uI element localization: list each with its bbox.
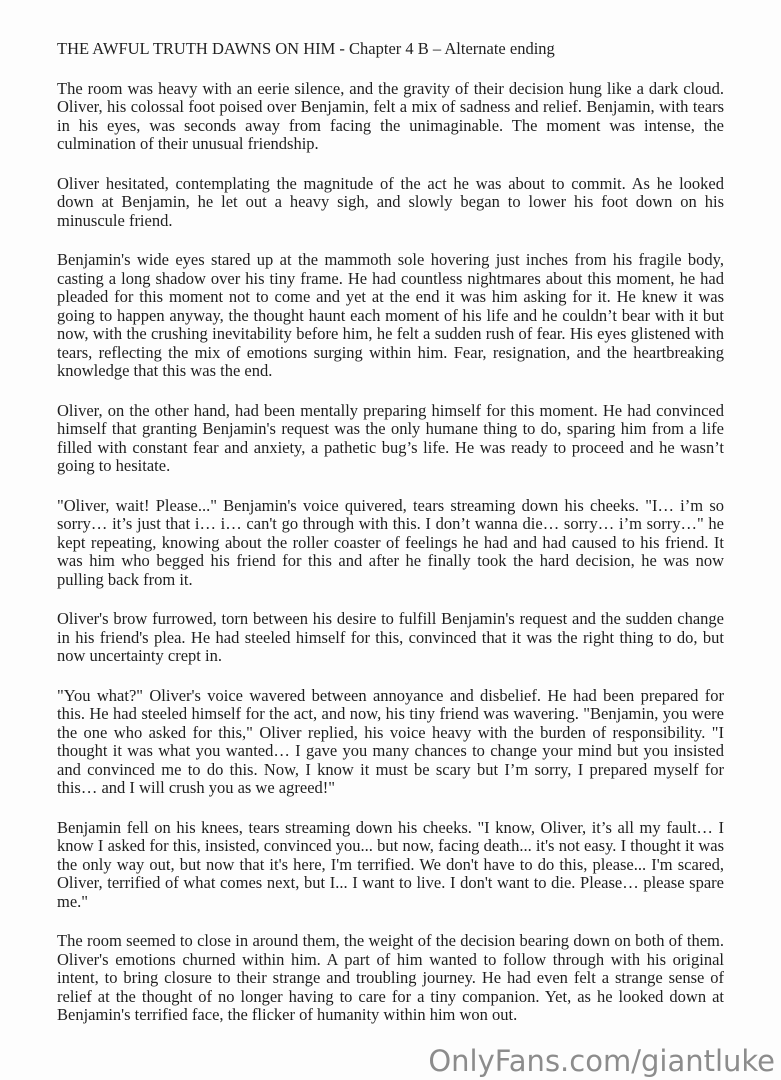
story-paragraph: Oliver's brow furrowed, torn between his desire to fulfill Benjamin's request and the sudden change in his friend's plea. He had steeled himself for this, convinced that it was the right thing to do, but now uncertainty crept in. <box>57 609 724 665</box>
story-paragraph: Oliver hesitated, contemplating the magnitude of the act he was about to commit. As he looked down at Benjamin, he let out a heavy sigh, and slowly began to lower his foot down on his minuscule friend. <box>57 173 724 230</box>
story-paragraph: The room was heavy with an eerie silence, and the gravity of their decision hung like a dark cloud. Oliver, his colossal foot poised over Benjamin, felt a mix of sadness and relief. Benjamin, with tears in his eyes, was seconds away from facing the unimaginable. The moment was intense, the culmination of their unusual friendship. <box>57 78 724 153</box>
watermark-text: OnlyFans.com/giantluke <box>428 1044 775 1078</box>
story-paragraph: Benjamin fell on his knees, tears streaming down his cheeks. "I know, Oliver, it’s all my fault… I know I asked for this, insisted, convinced you... but now, facing death... it's not easy. I thought it was the only way out, but now that it's here, I'm terrified. We don't have to do this, please... I'm scared, Oliver, terrified of what comes next, but I... I want to live. I don't want to die. Please… please spare me." <box>57 817 724 911</box>
story-paragraph: "You what?" Oliver's voice wavered between annoyance and disbelief. He had been prepared for this. He had steeled himself for the act, and now, his tiny friend was wavering. "Benjamin, you were the one who asked for this," Oliver replied, his voice heavy with the burden of responsibility. "I thought it was what you wanted… I gave you many chances to change your mind but you insisted and convinced me to do this. Now, I know it must be scary but I’m sorry, I prepared myself for this… and I will crush you as we agreed!" <box>57 685 724 797</box>
story-paragraph: Oliver, on the other hand, had been mentally preparing himself for this moment. He had convinced himself that granting Benjamin's request was the only humane thing to do, sparing him from a life filled with constant fear and anxiety, a pathetic bug’s life. He was ready to proceed and he wasn’t going to hesitate. <box>57 400 724 475</box>
story-paragraph: "Oliver, wait! Please..." Benjamin's voice quivered, tears streaming down his cheeks. "I… i’m so sorry… it’s just that i… i… can't go through with this. I don’t wanna die… sorry… i’m sorry…" he kept repeating, knowing about the roller coaster of feelings he had and had caused to his friend. It was him who begged his friend for this and after he finally took the hard decision, he was now pulling back from it. <box>57 495 724 589</box>
story-paragraph: The room seemed to close in around them, the weight of the decision bearing down on both of them. Oliver's emotions churned within him. A part of him wanted to follow through with his original intent, to bring closure to their strange and troubling journey. He had even felt a strange sense of relief at the thought of no longer having to care for a tiny companion. Yet, as he looked down at Benjamin's terrified face, the flicker of humanity within him won out. <box>57 931 724 1024</box>
page-title: THE AWFUL TRUTH DAWNS ON HIM - Chapter 4 B – Alternate ending <box>57 39 555 58</box>
story-paragraph: Benjamin's wide eyes stared up at the mammoth sole hovering just inches from his fragile body, casting a long shadow over his tiny frame. He had countless nightmares about this moment, he had pleaded for this moment not to come and yet at the end it was him asking for it. He knew it was going to happen anyway, the thought haunt each moment of his life and he couldn’t bear with it but now, with the crushing inevitability before him, he felt a sudden rush of fear. His eyes glistened with tears, reflecting the mix of emotions surging within him. Fear, resignation, and the heartbreaking knowledge that this was the end. <box>57 250 724 380</box>
story-content <box>57 40 724 1046</box>
